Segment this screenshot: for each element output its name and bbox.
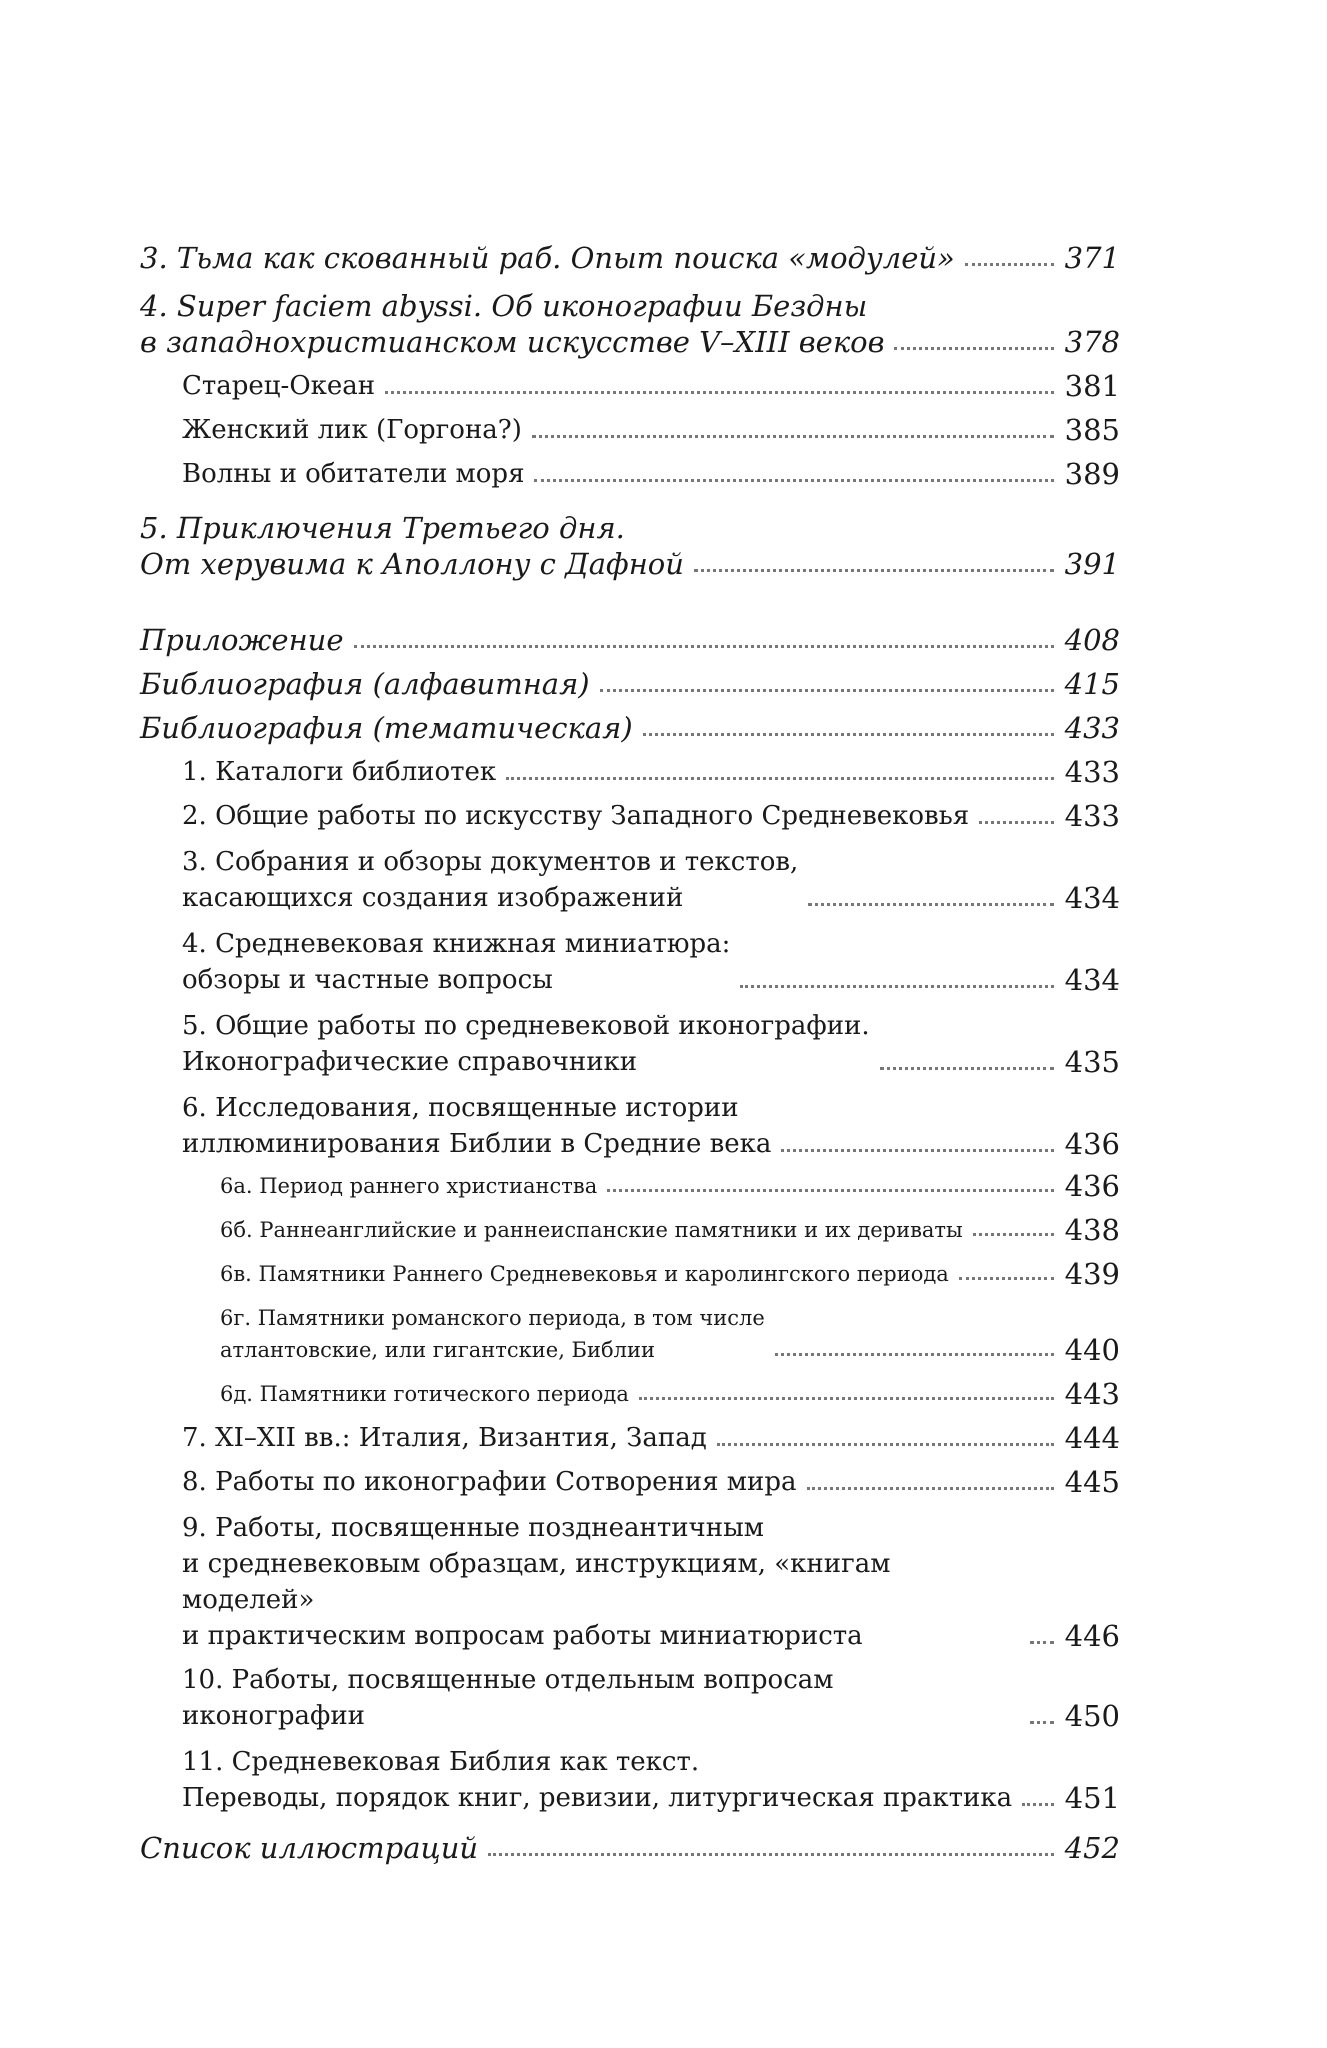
dot-leader xyxy=(880,1067,1054,1070)
toc-entry[interactable] xyxy=(140,510,1120,582)
dot-leader xyxy=(385,391,1054,394)
toc-entry-title: 6в. Памятники Раннего Средневековья и каролингского периода xyxy=(220,1262,949,1286)
toc-entry[interactable] xyxy=(140,1420,1120,1456)
dot-leader xyxy=(534,479,1054,482)
toc-entry[interactable] xyxy=(140,368,1120,404)
table-of-contents xyxy=(140,240,1120,1866)
toc-entry[interactable] xyxy=(140,1170,1120,1202)
dot-leader xyxy=(717,1443,1054,1446)
toc-entry-page: 381 xyxy=(1064,369,1120,403)
toc-entry-title: Волны и обитатели моря xyxy=(182,459,525,489)
toc-entry-title: Женский лик (Горгона?) xyxy=(182,415,522,445)
toc-entry-title: 4. Средневековая книжная миниатюра: обзоры и частные вопросы xyxy=(182,929,731,995)
dot-leader xyxy=(740,985,1054,988)
toc-entry[interactable] xyxy=(140,710,1120,746)
toc-entry[interactable] xyxy=(140,240,1120,276)
toc-entry[interactable] xyxy=(140,1008,1120,1080)
dot-leader xyxy=(979,821,1054,824)
toc-entry[interactable] xyxy=(140,1510,1120,1654)
toc-entry-title: 6д. Памятники готического периода xyxy=(220,1382,629,1406)
toc-entry[interactable] xyxy=(140,1302,1120,1366)
dot-leader xyxy=(506,777,1054,780)
toc-entry[interactable] xyxy=(140,622,1120,658)
dot-leader xyxy=(694,569,1054,572)
toc-entry-page: 378 xyxy=(1064,325,1120,359)
dot-leader xyxy=(1022,1803,1054,1806)
toc-entry-page: 433 xyxy=(1064,799,1120,833)
toc-entry-page: 451 xyxy=(1064,1781,1120,1815)
toc-entry-title: Библиография (тематическая) xyxy=(140,711,633,745)
dot-leader xyxy=(488,1853,1054,1856)
toc-entry[interactable] xyxy=(140,456,1120,492)
toc-entry-title: 7. XI–XII вв.: Италия, Византия, Запад xyxy=(182,1423,707,1453)
toc-entry-page: 433 xyxy=(1064,711,1120,745)
dot-leader xyxy=(965,263,1054,266)
toc-entry-page: 436 xyxy=(1064,1169,1120,1203)
toc-entry-page: 445 xyxy=(1064,1465,1120,1499)
dot-leader xyxy=(354,645,1054,648)
dot-leader xyxy=(781,1149,1054,1152)
toc-entry-page: 415 xyxy=(1064,667,1120,701)
toc-entry-title: Список иллюстраций xyxy=(140,1831,479,1865)
toc-entry-page: 438 xyxy=(1064,1213,1120,1247)
toc-entry-page: 391 xyxy=(1064,547,1120,581)
dot-leader xyxy=(807,1487,1055,1490)
toc-entry-page: 385 xyxy=(1064,413,1120,447)
toc-entry[interactable] xyxy=(140,1744,1120,1816)
toc-entry[interactable] xyxy=(140,926,1120,998)
toc-entry-page: 408 xyxy=(1064,623,1120,657)
dot-leader xyxy=(532,435,1054,438)
dot-leader xyxy=(894,347,1054,350)
toc-entry[interactable] xyxy=(140,288,1120,360)
toc-entry-title: 5. Приключения Третьего дня. От херувима к Аполлону с Дафной xyxy=(140,511,684,581)
dot-leader xyxy=(639,1397,1054,1400)
toc-entry-title: 9. Работы, посвященные позднеантичным и средневековым образцам, инструкциям, «книгам моделей» и практическим вопросам работы миниатюриста xyxy=(182,1513,891,1651)
toc-entry[interactable] xyxy=(140,1464,1120,1500)
toc-entry-title: Библиография (алфавитная) xyxy=(140,667,590,701)
toc-entry-page: 444 xyxy=(1064,1421,1120,1455)
toc-entry-title: 6г. Памятники романского периода, в том числе атлантовские, или гигантские, Библии xyxy=(220,1306,765,1362)
toc-entry[interactable] xyxy=(140,1258,1120,1290)
dot-leader xyxy=(959,1277,1054,1280)
toc-entry[interactable] xyxy=(140,1214,1120,1246)
dot-leader xyxy=(600,689,1054,692)
toc-entry-page: 443 xyxy=(1064,1377,1120,1411)
toc-entry[interactable] xyxy=(140,1378,1120,1410)
toc-entry-title: 5. Общие работы по средневековой иконографии. Иконографические справочники xyxy=(182,1011,870,1077)
toc-entry[interactable] xyxy=(140,412,1120,448)
toc-entry-title: 6б. Раннеанглийские и раннеиспанские памятники и их дериваты xyxy=(220,1218,963,1242)
toc-entry[interactable] xyxy=(140,844,1120,916)
toc-entry[interactable] xyxy=(140,798,1120,834)
dot-leader xyxy=(1030,1721,1054,1724)
toc-entry[interactable] xyxy=(140,1662,1120,1734)
toc-entry-title: 3. Собрания и обзоры документов и текстов, касающихся создания изображений xyxy=(182,847,799,913)
toc-entry-title: Приложение xyxy=(140,623,344,657)
dot-leader xyxy=(973,1233,1054,1236)
dot-leader xyxy=(808,903,1054,906)
toc-entry-page: 389 xyxy=(1064,457,1120,491)
toc-entry-page: 439 xyxy=(1064,1257,1120,1291)
toc-entry-page: 435 xyxy=(1064,1045,1120,1079)
toc-entry-title: Старец-Океан xyxy=(182,371,376,401)
toc-entry-title: 8. Работы по иконографии Сотворения мира xyxy=(182,1467,797,1497)
toc-entry-title: 6а. Период раннего христианства xyxy=(220,1174,598,1198)
toc-entry-page: 371 xyxy=(1064,241,1120,275)
toc-entry-page: 450 xyxy=(1064,1699,1120,1733)
toc-entry-page: 440 xyxy=(1064,1333,1120,1367)
toc-entry-title: 6. Исследования, посвященные истории иллюминирования Библии в Средние века xyxy=(182,1093,772,1159)
toc-entry-page: 434 xyxy=(1064,963,1120,997)
toc-entry-title: 10. Работы, посвященные отдельным вопросам иконографии xyxy=(182,1665,834,1731)
toc-entry-page: 436 xyxy=(1064,1127,1120,1161)
toc-entry[interactable] xyxy=(140,1090,1120,1162)
toc-entry-page: 433 xyxy=(1064,755,1120,789)
dot-leader xyxy=(643,733,1054,736)
dot-leader xyxy=(1030,1641,1054,1644)
toc-entry-page: 434 xyxy=(1064,881,1120,915)
toc-entry-page: 446 xyxy=(1064,1619,1120,1653)
dot-leader xyxy=(775,1353,1054,1356)
toc-entry-page: 452 xyxy=(1064,1831,1120,1865)
toc-entry-title: 4. Super faciem abyssi. Об иконографии Бездны в западнохристианском искусстве V–XIII веков xyxy=(140,289,885,359)
toc-entry-title: 2. Общие работы по искусству Западного Средневековья xyxy=(182,801,970,831)
toc-entry[interactable] xyxy=(140,1830,1120,1866)
dot-leader xyxy=(607,1189,1054,1192)
toc-entry[interactable] xyxy=(140,666,1120,702)
toc-entry-title: 3. Тьма как скованный раб. Опыт поиска «модулей» xyxy=(140,241,955,275)
toc-entry-title: 11. Средневековая Библия как текст. Переводы, порядок книг, ревизии, литургическая практика xyxy=(182,1747,1013,1813)
toc-entry-title: 1. Каталоги библиотек xyxy=(182,757,497,787)
toc-entry[interactable] xyxy=(140,754,1120,790)
